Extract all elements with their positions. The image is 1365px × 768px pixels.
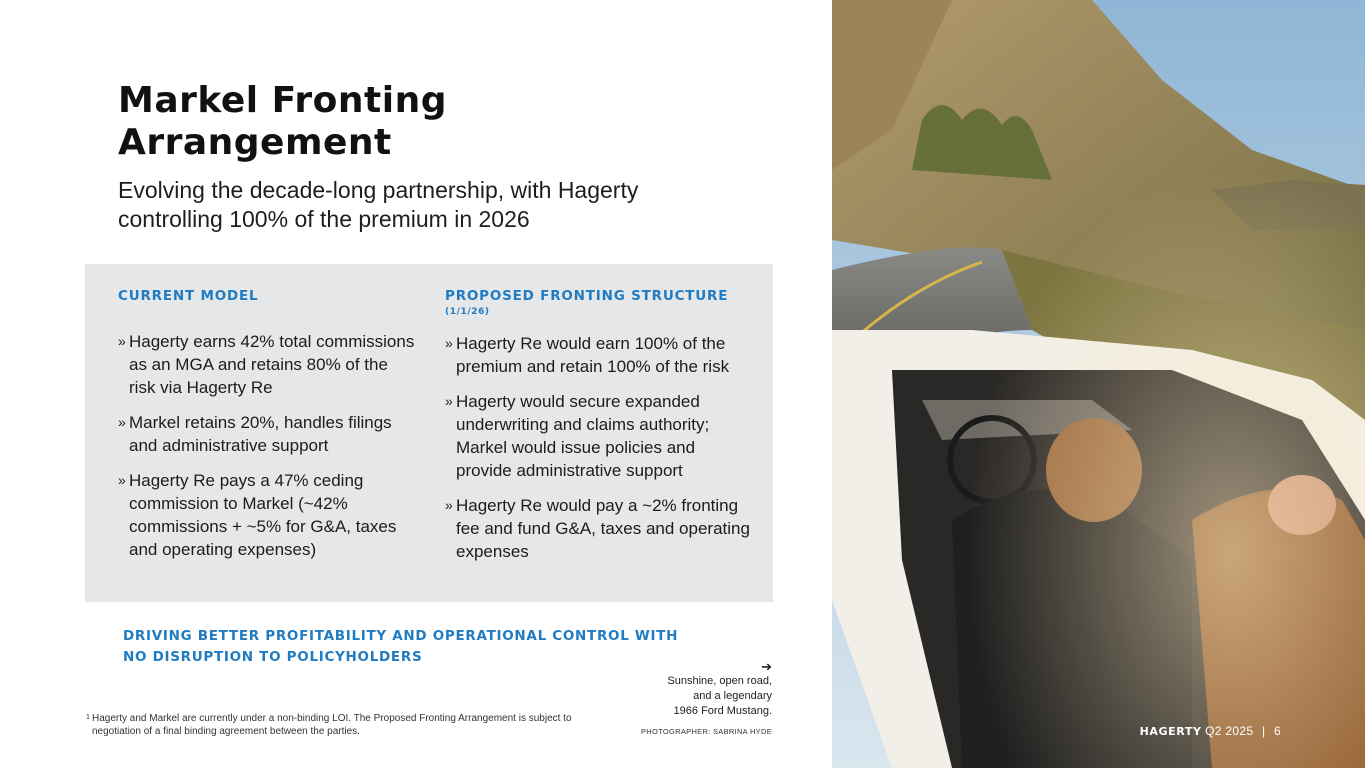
list-item: » Markel retains 20%, handles filings and administrative support	[118, 413, 392, 455]
comparison-panel	[85, 264, 773, 602]
list-item: » Hagerty Re pays a 47% ceding commission to Markel (~42% commissions + ~5% for G&A, taxes and operating expenses)	[118, 471, 397, 559]
caption-line: 1966 Ford Mustang.	[673, 705, 772, 717]
bullet-mark: »	[445, 335, 453, 351]
sun-glow	[832, 0, 1365, 768]
arrow-right-icon: ➔	[761, 659, 772, 674]
photo-credit: PHOTOGRAPHER: SABRINA HYDE	[640, 727, 772, 736]
caption-line: Sunshine, open road,	[667, 675, 772, 687]
bullet-mark: »	[445, 393, 453, 409]
proposed-structure-column	[445, 288, 755, 575]
bullet-mark: »	[118, 333, 126, 349]
page-title: Markel Fronting Arrangement	[118, 80, 447, 163]
footnote-marker: 1	[86, 714, 90, 721]
proposed-structure-heading: PROPOSED FRONTING STRUCTURE	[445, 288, 729, 304]
brand-logo: HAGERTY	[1139, 725, 1202, 738]
bullet-mark: »	[118, 472, 126, 488]
photo-illustration	[832, 0, 1365, 768]
separator: |	[1261, 724, 1266, 738]
bullet-mark: »	[445, 497, 453, 513]
proposed-structure-bullets	[445, 332, 755, 563]
page-number: 6	[1274, 724, 1281, 738]
photo-caption	[572, 660, 772, 719]
footnote	[86, 712, 586, 738]
proposed-structure-date: (1/1/26)	[445, 307, 490, 317]
bullet-mark: »	[118, 414, 126, 430]
footnote-text: Hagerty and Markel are currently under a non-binding LOI. The Proposed Fronting Arrangement is subject to negotiation of a final binding agreement between the parties.	[92, 713, 572, 737]
list-item: » Hagerty Re would pay a ~2% fronting fee and fund G&A, taxes and operating expenses	[445, 496, 750, 561]
page-footer-tag	[1140, 724, 1281, 738]
list-item: » Hagerty Re would earn 100% of the premium and retain 100% of the risk	[445, 334, 730, 376]
page-subtitle: Evolving the decade-long partnership, with Hagerty controlling 100% of the premium in 2026	[118, 177, 639, 232]
current-model-column	[118, 288, 418, 573]
convertible-road-photo	[832, 0, 1365, 768]
current-model-bullets	[118, 330, 418, 561]
list-item: » Hagerty earns 42% total commissions as an MGA and retains 80% of the risk via Hagerty Re	[118, 332, 415, 397]
list-item: » Hagerty would secure expanded underwriting and claims authority; Markel would issue policies and provide administrative support	[445, 392, 710, 480]
caption-line: and a legendary	[693, 690, 772, 702]
key-takeaway: DRIVING BETTER PROFITABILITY AND OPERATIONAL CONTROL WITH NO DISRUPTION TO POLICYHOLDERS	[123, 628, 679, 665]
current-model-heading: CURRENT MODEL	[118, 288, 259, 304]
report-period: Q2 2025	[1205, 724, 1254, 738]
